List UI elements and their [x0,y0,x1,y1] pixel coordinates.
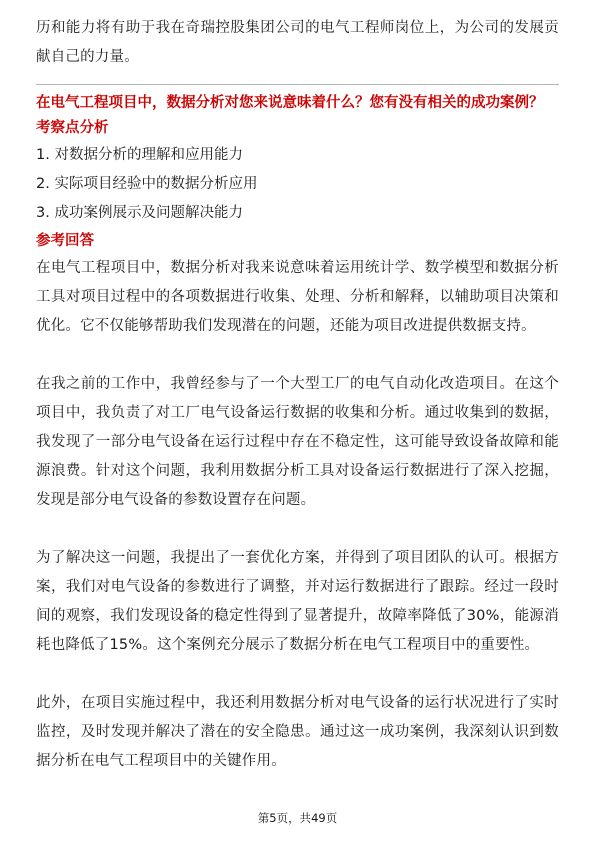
paragraph-gap [36,660,559,689]
answer-paragraph: 为了解决这一问题，我提出了一套优化方案，并得到了项目团队的认可。根据方案，我们对电气设备的参数进行了调整，并对运行数据进行了跟踪。经过一段时间的观察，我们发现设备的稳定性得到了显著提升，故障率降低了30%，能源消耗也降低了15%。这个案例充分展示了数据分析在电气工程项目中的重要性。 [36,550,559,653]
page-number: 第5页，共49页 [257,811,338,825]
paragraph-gap [36,341,559,370]
section-divider [36,84,559,85]
document-page [36,14,559,776]
answer-paragraph: 此外，在项目实施过程中，我还利用数据分析对电气设备的运行状况进行了实时监控，及时发现并解决了潜在的安全隐患。通过这一成功案例，我深刻认识到数据分析在电气工程项目中的关键作用。 [36,695,559,769]
assessment-point: 2. 实际项目经验中的数据分析应用 [36,176,258,192]
answer-paragraph: 在我之前的工作中，我曾经参与了一个大型工厂的电气自动化改造项目。在这个项目中，我负责了对工厂电气设备运行数据的收集和分析。通过收集到的数据，我发现了一部分电气设备在运行过程中存在不稳定性，这可能导致设备故障和能源浪费。针对这个问题，我利用数据分析工具对设备运行数据进行了深入挖掘，发现是部分电气设备的参数设置存在问题。 [36,376,559,508]
paragraph-gap [36,515,559,544]
answer-paragraph: 在电气工程项目中，数据分析对我来说意味着运用统计学、数学模型和数据分析工具对项目过程中的各项数据进行收集、处理、分析和解释，以辅助项目决策和优化。它不仅能够帮助我们发现潜在的问题，还能为项目改进提供数据支持。 [36,260,559,334]
page-footer [0,810,595,826]
assessment-point: 1. 对数据分析的理解和应用能力 [36,147,243,163]
assessment-points-list [36,141,559,228]
assessment-point: 3. 成功案例展示及问题解决能力 [36,205,243,221]
question-heading: 在电气工程项目中，数据分析对您来说意味着什么？您有没有相关的成功案例？ [36,95,544,111]
intro-continuation-paragraph: 历和能力将有助于我在奇瑞控股集团公司的电气工程师岗位上，为公司的发展贡献自己的力量。 [36,20,559,65]
answer-title: 参考回答 [36,233,94,249]
assessment-title: 考察点分析 [36,120,109,136]
